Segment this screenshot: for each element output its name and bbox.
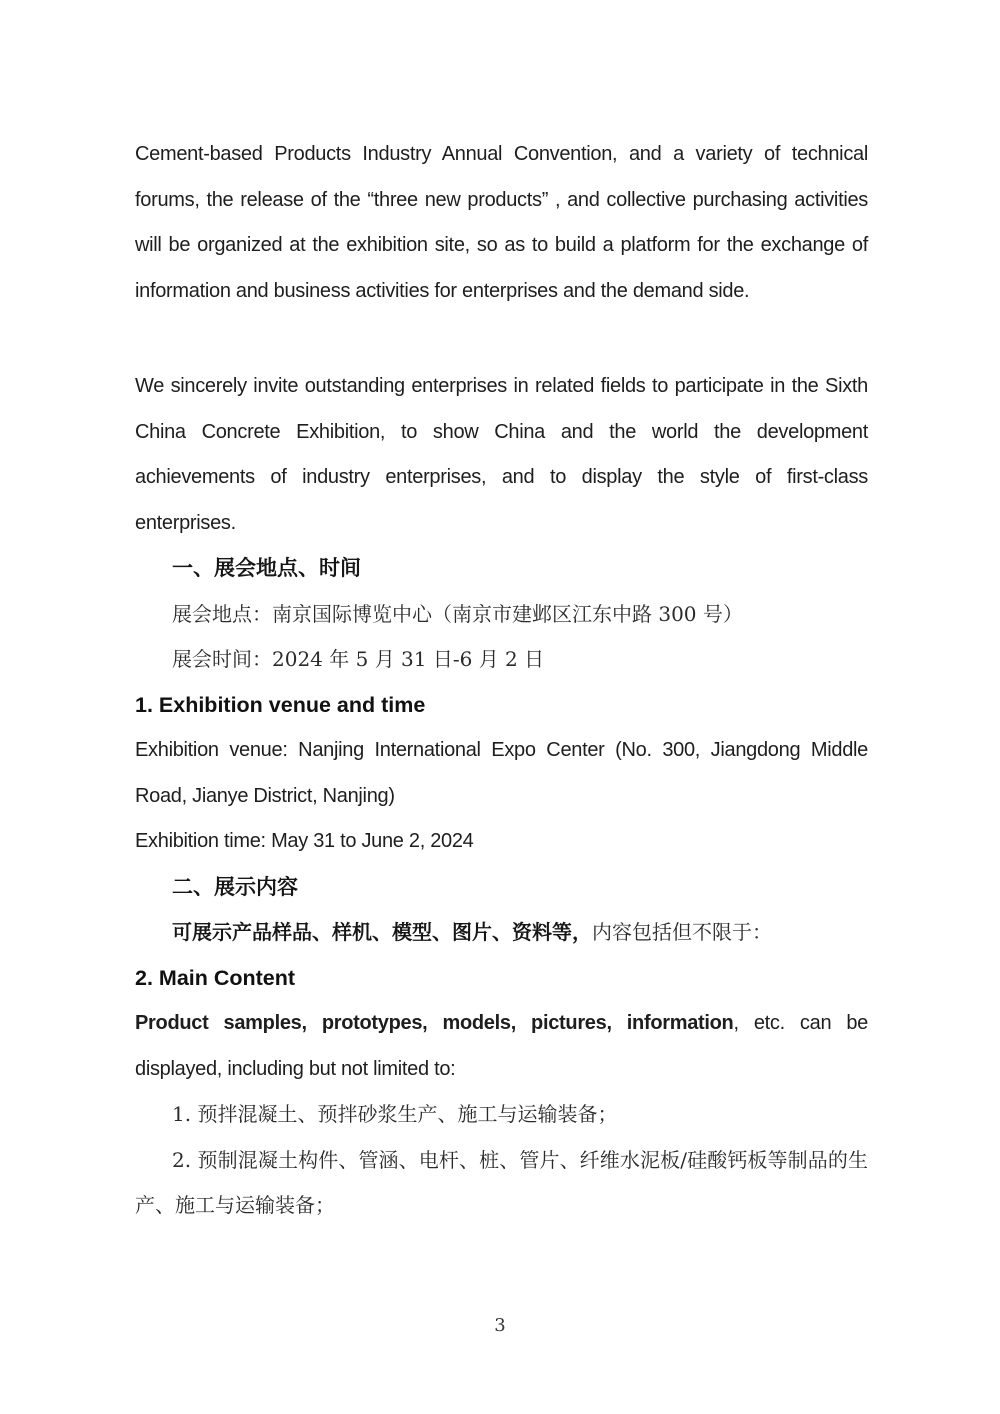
display-content-intro-zh-bold: 可展示产品样品、样机、模型、图片、资料等， — [172, 920, 592, 944]
exhibition-time-zh: 展会时间：2024 年 5 月 31 日-6 月 2 日 — [172, 647, 545, 671]
display-content-intro-en — [135, 1001, 868, 1092]
exhibition-time-en: Exhibition time: May 31 to June 2, 2024 — [135, 830, 474, 852]
invitation-paragraph: We sincerely invite outstanding enterprises in related fields to participate in the Sixth China Concrete Exhibition, to show China and the world the development achievements of industry enterprises, and to display the style of first-class enterprises. — [135, 375, 868, 534]
display-content-intro-en-bold: Product samples, prototypes, models, pictures, information — [135, 1012, 734, 1034]
section-1-heading-zh: 一、展会地点、时间 — [172, 557, 361, 580]
section-1-heading-en: 1. Exhibition venue and time — [135, 692, 426, 717]
exhibition-venue-zh: 展会地点：南京国际博览中心（南京市建邺区江东中路 300 号） — [172, 601, 743, 626]
display-content-intro-zh — [135, 910, 868, 956]
display-content-intro-en-regular: , etc. can be displayed, including but not limited to: — [135, 1012, 869, 1080]
document-content — [135, 132, 868, 1229]
section-2-heading-zh: 二、展示内容 — [172, 875, 298, 899]
list-item-2: 2. 预制混凝土构件、管涵、电杆、桩、管片、纤维水泥板/硅酸钙板等制品的生产、施工与运输装备； — [135, 1147, 868, 1217]
intro-paragraph: Cement-based Products Industry Annual Convention, and a variety of technical forums, the release of the “three new products” , and collective purchasing activities will be organized at the exhibition site, so as to build a platform for the exchange of information and business activities for enterprises and the demand side. — [135, 143, 868, 302]
section-2-heading-en: 2. Main Content — [135, 965, 296, 990]
display-content-intro-zh-regular: 内容包括但不限于： — [592, 920, 772, 944]
page-number: 3 — [494, 1315, 506, 1336]
list-item-1: 1. 预拌混凝土、预拌砂浆生产、施工与运输装备； — [172, 1102, 618, 1126]
exhibition-venue-en: Exhibition venue: Nanjing International Expo Center (No. 300, Jiangdong Middle Road, Jianye District, Nanjing) — [135, 739, 868, 807]
